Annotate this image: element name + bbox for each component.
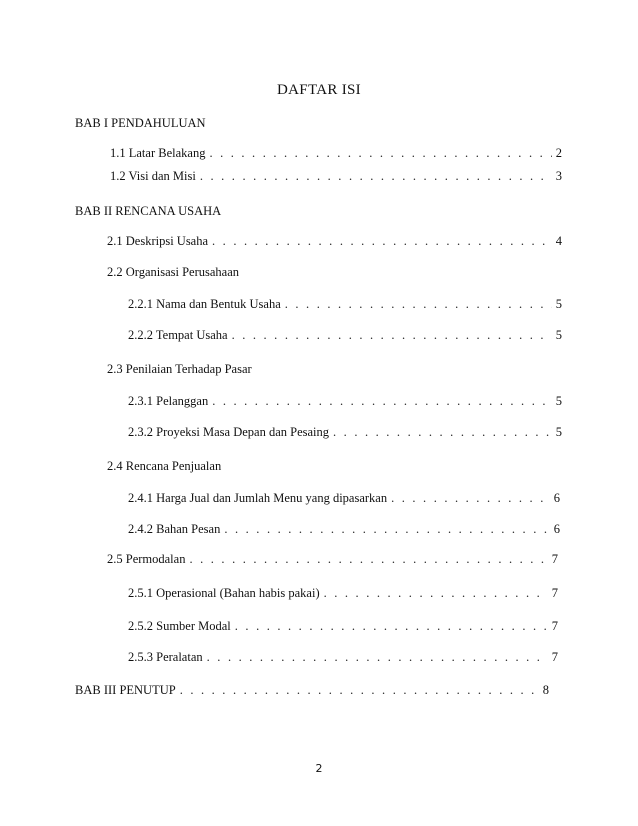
toc-entry-label: BAB III PENUTUP xyxy=(75,683,176,697)
toc-entry-page: 6 xyxy=(553,522,560,536)
dot-leader xyxy=(200,169,552,184)
dot-leader xyxy=(212,234,552,249)
dot-leader xyxy=(212,394,552,409)
toc-heading-bab1: BAB I PENDAHULUAN xyxy=(75,116,206,130)
toc-heading-bab2: BAB II RENCANA USAHA xyxy=(75,204,222,218)
toc-entry-page: 8 xyxy=(542,683,549,697)
toc-entry-2-2-1[interactable] xyxy=(128,297,562,312)
toc-entry-2-2-2[interactable] xyxy=(128,328,562,343)
dot-leader xyxy=(235,619,548,634)
dot-leader xyxy=(333,425,552,440)
toc-entry-2-1[interactable] xyxy=(107,234,562,249)
dot-leader xyxy=(189,552,547,567)
toc-entry-label: 2.5.1 Operasional (Bahan habis pakai) xyxy=(128,586,320,600)
dot-leader xyxy=(324,586,548,601)
toc-entry-page: 4 xyxy=(555,234,562,248)
dot-leader xyxy=(224,522,549,537)
toc-entry-label: 2.4.2 Bahan Pesan xyxy=(128,522,221,536)
toc-entry-page: 5 xyxy=(555,328,562,342)
toc-entry-1-2[interactable] xyxy=(110,169,562,184)
toc-entry-label: 2.1 Deskripsi Usaha xyxy=(107,234,209,248)
toc-entry-label: 1.1 Latar Belakang xyxy=(110,146,206,160)
toc-entry-page: 7 xyxy=(551,650,558,664)
toc-entry-page: 3 xyxy=(555,169,562,183)
toc-entry-page: 5 xyxy=(555,297,562,311)
toc-entry-label: 2.3.2 Proyeksi Masa Depan dan Pesaing xyxy=(128,425,330,439)
toc-heading-2-3: 2.3 Penilaian Terhadap Pasar xyxy=(107,362,252,376)
toc-entry-2-4-2[interactable] xyxy=(128,522,560,537)
dot-leader xyxy=(180,683,539,698)
toc-entry-label: 2.5.2 Sumber Modal xyxy=(128,619,231,633)
toc-entry-2-3-1[interactable] xyxy=(128,394,562,409)
toc-entry-2-3-2[interactable] xyxy=(128,425,562,440)
toc-entry-label: 1.2 Visi dan Misi xyxy=(110,169,196,183)
dot-leader xyxy=(285,297,552,312)
toc-entry-2-5-2[interactable] xyxy=(128,619,558,634)
toc-entry-page: 7 xyxy=(551,586,558,600)
toc-heading-2-4: 2.4 Rencana Penjualan xyxy=(107,459,222,473)
toc-entry-page: 5 xyxy=(555,425,562,439)
toc-entry-1-1[interactable] xyxy=(110,146,562,161)
toc-entry-label: 2.2.2 Tempat Usaha xyxy=(128,328,228,342)
toc-entry-2-5[interactable] xyxy=(107,552,558,567)
toc-entry-page: 6 xyxy=(553,491,560,505)
toc-entry-bab3[interactable] xyxy=(75,683,549,698)
toc-entry-label: 2.3.1 Pelanggan xyxy=(128,394,209,408)
toc-entry-label: 2.5.3 Peralatan xyxy=(128,650,203,664)
toc-entry-label: 2.4.1 Harga Jual dan Jumlah Menu yang dipasarkan xyxy=(128,491,388,505)
toc-entry-2-5-3[interactable] xyxy=(128,650,558,665)
page-title: DAFTAR ISI xyxy=(277,82,361,98)
toc-entry-page: 2 xyxy=(555,146,562,160)
page-number: 2 xyxy=(315,762,323,775)
toc-heading-2-2: 2.2 Organisasi Perusahaan xyxy=(107,265,240,279)
toc-entry-page: 7 xyxy=(551,619,558,633)
toc-entry-label: 2.5 Permodalan xyxy=(107,552,186,566)
dot-leader xyxy=(207,650,548,665)
dot-leader xyxy=(209,146,551,161)
dot-leader xyxy=(391,491,550,506)
dot-leader xyxy=(232,328,552,343)
toc-entry-2-4-1[interactable] xyxy=(128,491,560,506)
toc-entry-page: 7 xyxy=(551,552,558,566)
toc-entry-label: 2.2.1 Nama dan Bentuk Usaha xyxy=(128,297,281,311)
toc-entry-2-5-1[interactable] xyxy=(128,586,558,601)
toc-entry-page: 5 xyxy=(555,394,562,408)
